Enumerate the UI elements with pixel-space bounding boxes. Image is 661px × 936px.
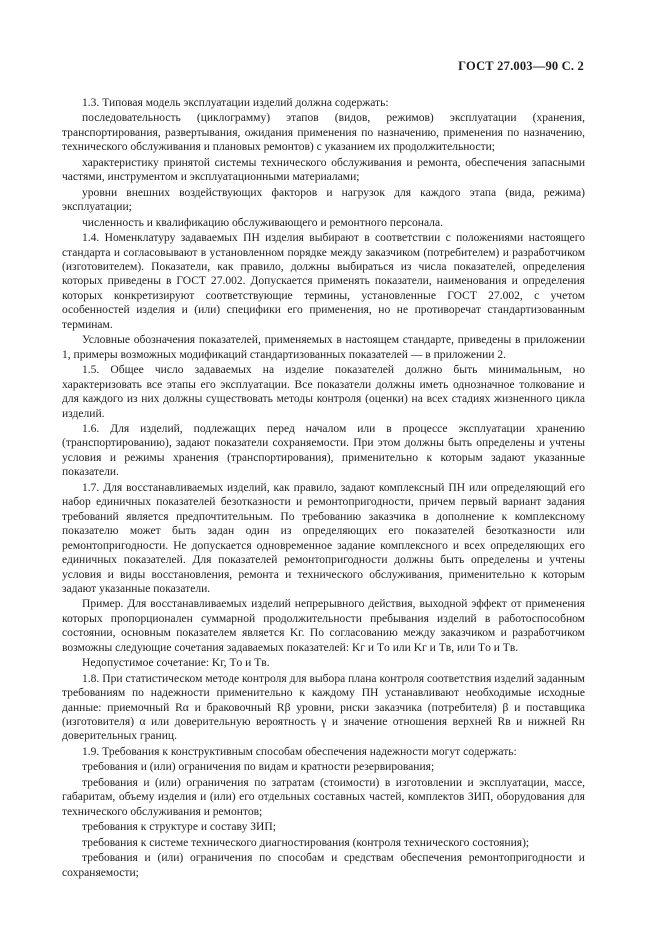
- document-body: [62, 96, 585, 880]
- paragraph-1-3-item-1: последовательность (циклограмму) этапов (видов, режимов) эксплуатации (хранения, транспортирования, развертывания, ожидания применения по назначению, применения по назначению, технического обслуживания и плановых ремонтов) с указанием их продолжительности;: [62, 112, 585, 154]
- paragraph-1-3: 1.3. Типовая модель эксплуатации изделий должна содержать:: [82, 97, 389, 109]
- paragraph-1-7: 1.7. Для восстанавливаемых изделий, как правило, задают комплексный ПН или определяющий его набор единичных показателей безотказности и ремонтопригодности, причем первый вариант задания требований является предпочтительным. По требованию заказчика в дополнение к комплексному показателю может быть задан один из определяющих его показателей безотказности или ремонтопригодности. Не допускается одновременное задание комплексного и всех определяющих его единичных показателей. Для показателей ремонтопригодности должны быть определены и учтены условия и виды восстановления, ремонта и технического обслуживания, применительно к которым задают указанные показатели.: [62, 481, 585, 595]
- page-header: ГОСТ 27.003—90 С. 2: [458, 59, 584, 73]
- paragraph-1-4-note: Условные обозначения показателей, применяемых в настоящем стандарте, приведены в приложении 1, примеры возможных модификаций стандартизованных показателей — в приложении 2.: [62, 334, 585, 361]
- paragraph-1-9-item-4: требования к системе технического диагностирования (контроля технического состояния);: [82, 836, 530, 849]
- paragraph-1-3-item-3: уровни внешних воздействующих факторов и нагрузок для каждого этапа (вида, режима) эксплуатации;: [62, 186, 585, 214]
- paragraph-1-8: 1.8. При статистическом методе контроля для выбора плана контроля соответствия изделий заданным требованиям по надежности применительно к каждому ПН устанавливают необходимые исходные данные: приемочный Rα и браковочный Rβ уровни, риски заказчика (потребителя) β и поставщика (изготовителя) α или доверительную вероятность γ и значение отношения верхней Rв и нижней Rн доверительных границ.: [62, 672, 585, 743]
- paragraph-1-9-item-1: требования и (или) ограничения по видам и кратности резервирования;: [82, 761, 435, 774]
- paragraph-1-9-item-3: требования к структуре и составу ЗИП;: [82, 821, 276, 834]
- paragraph-1-7-example: Пример. Для восстанавливаемых изделий непрерывного действия, выходной эффект от применения которых пропорционален суммарной продолжительности пребывания изделий в работоспособном состоянии, основным показателем является Kг. По согласованию между заказчиком и разработчиком возможны следующие сочетания задаваемых показателей: Kг и Tо или Kг и Tв, или Tо и Tв.: [62, 598, 585, 654]
- paragraph-1-3-item-2: характеристику принятой системы технического обслуживания и ремонта, обеспечения запасными частями, инструментом и эксплуатационными материалами;: [62, 156, 585, 184]
- paragraph-1-9-item-5: требования и (или) ограничения по способам и средствам обеспечения ремонтопригодности и сохраняемости;: [62, 852, 585, 879]
- paragraph-1-3-item-4: численность и квалификацию обслуживающего и ремонтного персонала.: [82, 216, 443, 229]
- paragraph-1-5: 1.5. Общее число задаваемых на изделие показателей должно быть минимальным, но характеризовать все этапы его эксплуатации. Все показатели должны иметь однозначное толкование и для каждого из них должны существовать методы контроля (оценки) на всех стадиях жизненного цикла изделий.: [62, 364, 585, 420]
- paragraph-1-6: 1.6. Для изделий, подлежащих перед началом или в процессе эксплуатации хранению (транспортированию), задают показатели сохраняемости. При этом должны быть определены и учтены условия и режимы хранения (транспортирования), применительно к которым задают указанные показатели.: [62, 422, 585, 479]
- paragraph-1-9-item-2: требования и (или) ограничения по затратам (стоимости) в изготовлении и эксплуатации, массе, габаритам, объему изделия и (или) его отдельных составных частей, комплектов ЗИП, оборудования для технического обслуживания и ремонтов;: [62, 776, 585, 818]
- paragraph-1-9: 1.9. Требования к конструктивным способам обеспечения надежности могут содержать:: [82, 745, 517, 758]
- paragraph-1-7-invalid-combination: Недопустимое сочетание: Kг, Tо и Tв.: [82, 657, 270, 670]
- paragraph-1-4: 1.4. Номенклатуру задаваемых ПН изделия выбирают в соответствии с положениями настоящего стандарта и согласовывают в установленном порядке между заказчиком (потребителем) и разработчиком (изготовителем). Показатели, как правило, должны выбираться из числа показателей, определения которых приведены в ГОСТ 27.002. Допускается применять показатели, наименования и определения которых конкретизируют соответствующие термины, установленные ГОСТ 27.002, с учетом особенностей изделия и (или) специфики его применения, но не противоречат стандартизованным терминам.: [62, 232, 585, 331]
